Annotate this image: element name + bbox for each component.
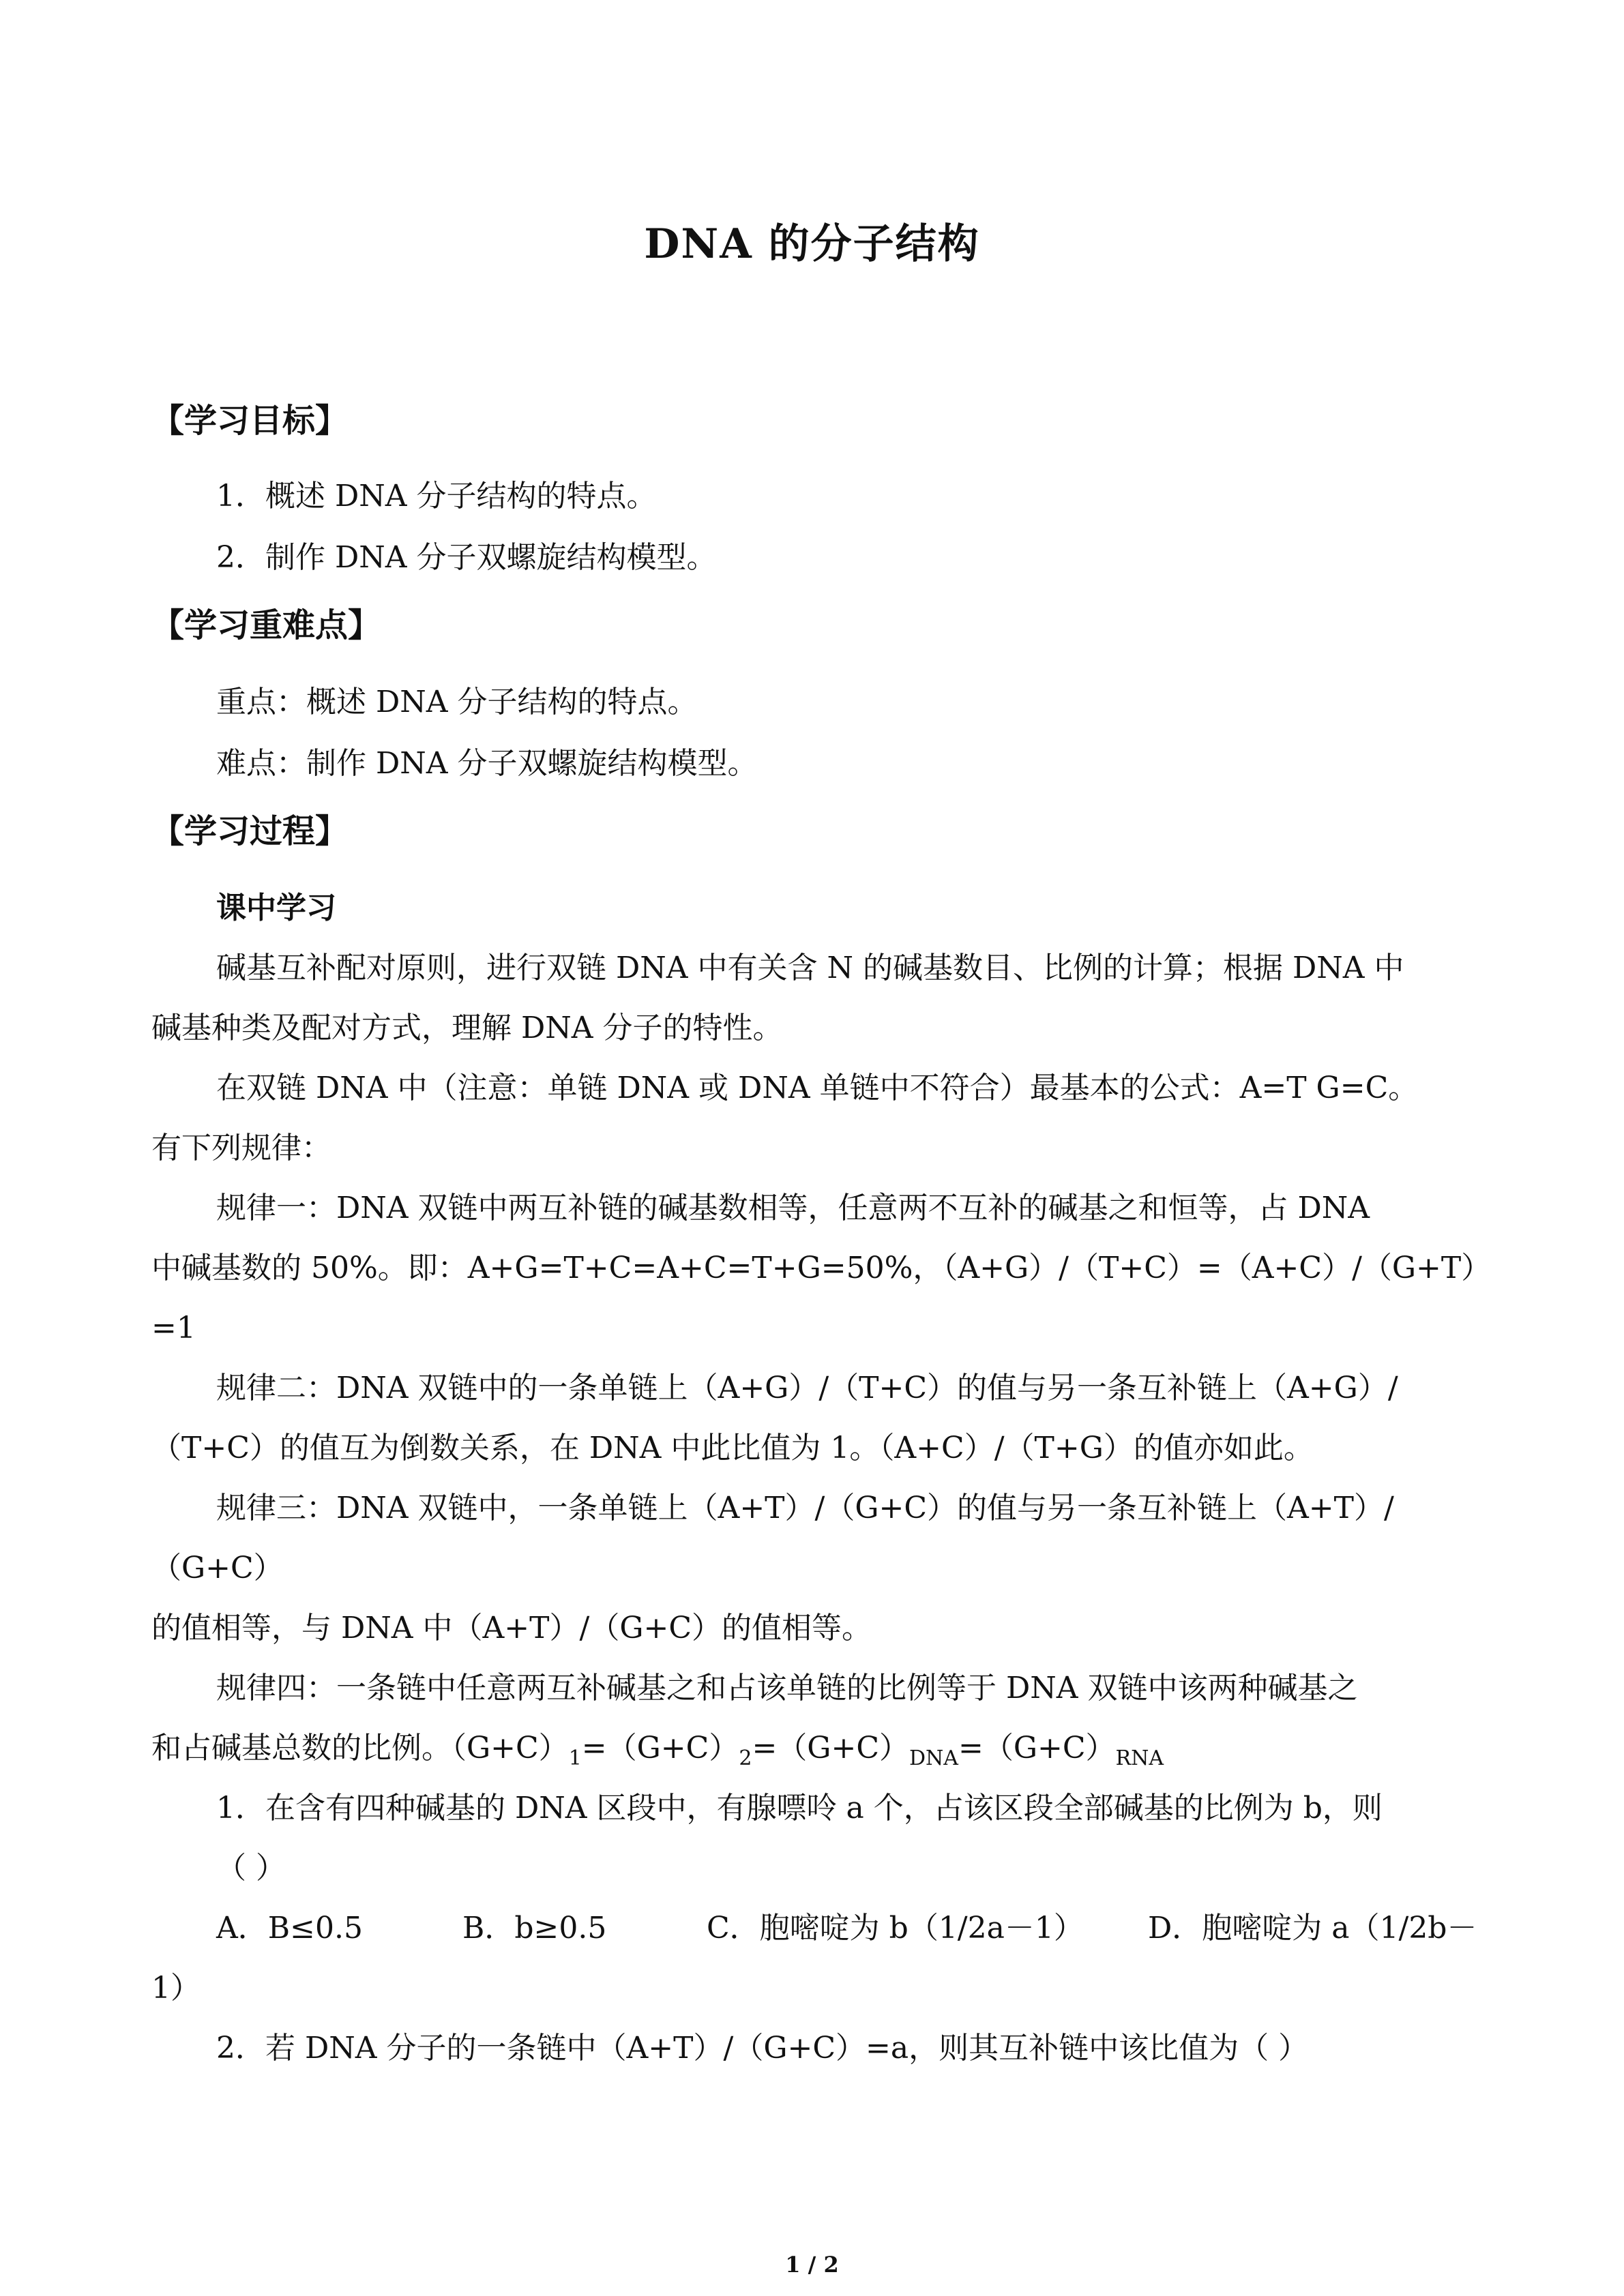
rule-text: 和占碱基总数的比例。 <box>151 1731 452 1765</box>
page-number: 1 / 2 <box>785 2252 839 2278</box>
formula-subscript: RNA <box>1115 1746 1164 1770</box>
rule-line: 中碱基数的 50%。即：A+G=T+C=A+C=T+G=50%，（A+G）/（T+C）=（A+C）/（G+T） <box>151 1251 1492 1285</box>
paragraph-line: 有下列规律： <box>151 1131 331 1165</box>
subheading: 课中学习 <box>216 891 336 925</box>
formula-part: =（G+C） <box>581 1731 739 1765</box>
rule-line: 的值相等，与 DNA 中（A+T）/（G+C）的值相等。 <box>151 1611 872 1645</box>
formula-subscript: 1 <box>568 1746 582 1770</box>
paragraph-line: 碱基种类及配对方式，理解 DNA 分子的特性。 <box>151 1011 783 1045</box>
formula-part: （G+C） <box>452 1731 569 1765</box>
rule-line: =1 <box>151 1311 196 1345</box>
option-a: A．B≤0.5 <box>216 1911 363 1945</box>
option-c: C．胞嘧啶为 b（1/2a－1） <box>707 1911 1084 1945</box>
paragraph-line: 碱基互补配对原则，进行双链 DNA 中有关含 N 的碱基数目、比例的计算；根据 DNA 中 <box>216 951 1404 985</box>
formula-part: =（G+C） <box>958 1731 1116 1765</box>
formula-subscript: 2 <box>739 1746 752 1770</box>
section-heading-objectives: 【学习目标】 <box>151 402 349 440</box>
paragraph-line: 在双链 DNA 中（注意：单链 DNA 或 DNA 单链中不符合）最基本的公式：A=T G=C。 <box>216 1071 1419 1105</box>
keypoint-item: 重点：概述 DNA 分子结构的特点。 <box>216 685 698 719</box>
rule-line: 规律四：一条链中任意两互补碱基之和占该单链的比例等于 DNA 双链中该两种碱基之 <box>216 1671 1358 1705</box>
keypoint-item: 难点：制作 DNA 分子双螺旋结构模型。 <box>216 746 758 781</box>
page-title: DNA 的分子结构 <box>644 220 980 268</box>
option-b: B．b≥0.5 <box>462 1911 607 1945</box>
rule-line: 规律三：DNA 双链中，一条单链上（A+T）/（G+C）的值与另一条互补链上（A+T）/ <box>216 1491 1394 1525</box>
option-d-continuation: 1） <box>151 1971 201 2006</box>
rule-line: 规律一：DNA 双链中两互补链的碱基数相等，任意两不互补的碱基之和恒等，占 DNA <box>216 1191 1370 1225</box>
objective-item: 1．概述 DNA 分子结构的特点。 <box>216 479 657 513</box>
section-heading-process: 【学习过程】 <box>151 812 349 850</box>
formula-subscript: DNA <box>909 1746 958 1770</box>
question-stem: 1．在含有四种碱基的 DNA 区段中，有腺嘌呤 a 个，占该区段全部碱基的比例为 b，则 <box>216 1791 1383 1825</box>
rule-line <box>151 1733 1164 1769</box>
rule-line: （G+C） <box>151 1551 284 1585</box>
formula-part: =（G+C） <box>752 1731 909 1765</box>
section-heading-keypoints: 【学习重难点】 <box>151 606 381 644</box>
rule-line: 规律二：DNA 双链中的一条单链上（A+G）/（T+C）的值与另一条互补链上（A+G）/ <box>216 1371 1398 1405</box>
answer-blank: （ ） <box>216 1851 286 1885</box>
rule-line: （T+C）的值互为倒数关系，在 DNA 中此比值为 1。（A+C）/（T+G）的值亦如此。 <box>151 1431 1314 1465</box>
objective-item: 2．制作 DNA 分子双螺旋结构模型。 <box>216 540 717 575</box>
option-d: D．胞嘧啶为 a（1/2b－ <box>1148 1911 1477 1945</box>
question-stem: 2．若 DNA 分子的一条链中（A+T）/（G+C）=a，则其互补链中该比值为（ ） <box>216 2031 1309 2066</box>
